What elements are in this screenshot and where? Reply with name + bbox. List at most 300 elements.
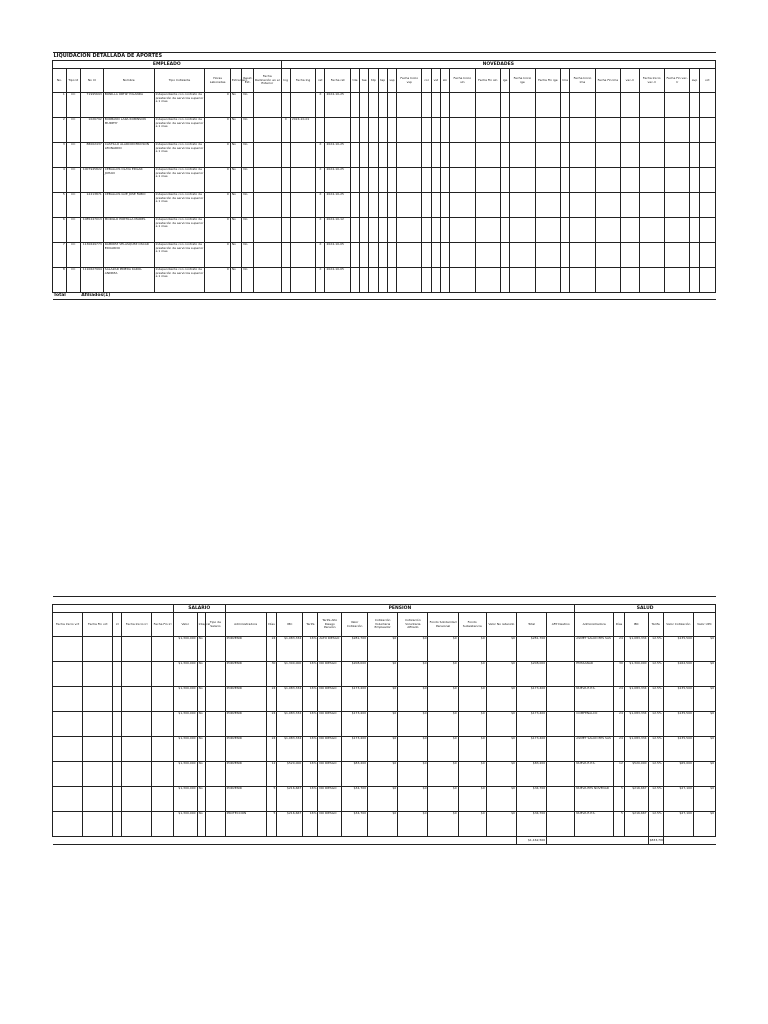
cell-v4: $0: [458, 637, 486, 662]
cell-v5: $0: [486, 712, 516, 737]
cell-empty: [253, 268, 281, 293]
cell-pen_adm: PORVENIR: [225, 787, 266, 812]
cell-empty: [570, 268, 595, 293]
cell-empty: [535, 93, 560, 118]
cell-empty: [475, 193, 500, 218]
cell-empty: [83, 687, 113, 712]
cell-empty: [475, 93, 500, 118]
group-empleado: EMPLEADO: [53, 61, 282, 69]
cell-horas: 0: [205, 243, 230, 268]
cell-no: 4: [53, 168, 67, 193]
cell-v5: $0: [486, 637, 516, 662]
cell-horas: 0: [205, 193, 230, 218]
aportes-table-bottom: [52, 596, 716, 845]
top-col-header: Fecha Radicación en el Exterior: [253, 69, 281, 93]
cell-empty: [113, 637, 122, 662]
top-col-header: lma: [561, 69, 570, 93]
cell-valor: $1,300,000: [173, 637, 197, 662]
cell-no: 3: [53, 143, 67, 168]
cell-empty: [500, 168, 509, 193]
top-col-header: Fecha Inicio vsp: [397, 69, 422, 93]
cell-dias: 24: [266, 712, 277, 737]
cell-int: No: [197, 737, 206, 762]
cell-empty: [500, 268, 509, 293]
cell-nombre: BONILLA ORTIZ YOLANDA: [103, 93, 154, 118]
cell-res: No: [242, 168, 254, 193]
table-row: [53, 143, 716, 168]
total-label: Total: [53, 293, 81, 300]
cell-cot: $281,700: [342, 637, 368, 662]
cell-empty: [253, 193, 281, 218]
cell-empty: [547, 812, 575, 837]
top-col-header: vac-lr: [621, 69, 639, 93]
cell-empty: [397, 268, 422, 293]
cell-empty: [510, 218, 535, 243]
cell-upc: $0: [693, 737, 715, 762]
table-row: [53, 168, 716, 193]
cell-empty: [595, 243, 620, 268]
bottom-col-header: Integral: [197, 613, 206, 637]
table-row: [53, 737, 716, 762]
cell-scot: $135,500: [663, 637, 693, 662]
cell-empty: [206, 637, 225, 662]
total-pension: $1,162,500: [516, 837, 546, 845]
cell-empty: [53, 812, 83, 837]
cell-pen_adm: PORVENIR: [225, 687, 266, 712]
cell-pen_adm: PORVENIR: [225, 712, 266, 737]
cell-tar: 16%: [303, 712, 318, 737]
bottom-col-header: Fecha Fin vct: [83, 613, 113, 637]
cell-empty: [253, 118, 281, 143]
top-col-header: tde: [350, 69, 359, 93]
cell-empty: [113, 787, 122, 812]
cell-empty: [450, 193, 475, 218]
cell-total: $281,700: [516, 637, 546, 662]
cell-empty: [450, 143, 475, 168]
cell-res: No: [242, 193, 254, 218]
cell-cotizante: Independiente con contrato de prestación de servicios superior a 1 mes: [154, 243, 205, 268]
cell-star: 12.5%: [648, 787, 663, 812]
cell-empty: [440, 193, 449, 218]
cell-empty: [510, 143, 535, 168]
cell-pen_adm: PORVENIR: [225, 737, 266, 762]
bottom-col-header: IBC: [624, 613, 648, 637]
cell-empty: [350, 143, 359, 168]
cell-valor: $1,300,000: [173, 762, 197, 787]
cell-empty: [350, 93, 359, 118]
cell-empty: [83, 787, 113, 812]
cell-ibc: $216,667: [277, 787, 303, 812]
bottom-sheet: [52, 596, 716, 845]
cell-ibc: $1,083,334: [277, 712, 303, 737]
cell-empty: [206, 687, 225, 712]
cell-empty: [53, 712, 83, 737]
cell-empty: [431, 143, 440, 168]
cell-id: 1130649773: [80, 243, 103, 268]
bottom-col-header: Administradora: [575, 613, 614, 637]
cell-no: 5: [53, 193, 67, 218]
total-spacer-2: [547, 837, 648, 845]
cell-nombre: BURBANO LARA ROBINSON MURPHY: [103, 118, 154, 143]
cell-nombre: MORILLO PORTILLA MARIEL: [103, 218, 154, 243]
cell-empty: [570, 243, 595, 268]
cell-empty: [561, 193, 570, 218]
cell-empty: [547, 787, 575, 812]
cell-int: No: [197, 637, 206, 662]
top-col-header: Fecha ret: [325, 69, 350, 93]
cell-empty: [595, 218, 620, 243]
cell-horas: 0: [205, 143, 230, 168]
cell-alto: NO RIESGO: [318, 712, 342, 737]
cell-empty: [510, 268, 535, 293]
cell-ing_n: [281, 218, 290, 243]
cell-empty: [595, 168, 620, 193]
cell-sibc: $1,083,334: [624, 637, 648, 662]
cell-tar: 16%: [303, 687, 318, 712]
cell-empty: [664, 168, 689, 193]
cell-empty: [387, 118, 396, 143]
table-row: [53, 637, 716, 662]
cell-empty: [350, 243, 359, 268]
cell-alto: NO RIESGO: [318, 737, 342, 762]
top-col-header: tdp: [369, 69, 378, 93]
cell-ext: No: [230, 93, 242, 118]
cell-ing_n: X: [281, 118, 290, 143]
top-col-header: Tipo Cotizante: [154, 69, 205, 93]
cell-v4: $0: [458, 687, 486, 712]
cell-fecha-ing: [290, 268, 315, 293]
cell-empty: [206, 712, 225, 737]
cell-tipo: CC: [66, 168, 80, 193]
cell-empty: [122, 787, 152, 812]
cell-v2: $0: [398, 687, 428, 712]
cell-empty: [369, 193, 378, 218]
cell-v3: $0: [428, 712, 458, 737]
cell-empty: [206, 662, 225, 687]
cell-empty: [350, 193, 359, 218]
cell-empty: [500, 93, 509, 118]
cell-empty: [152, 812, 174, 837]
cell-empty: [450, 168, 475, 193]
table-row: [53, 218, 716, 243]
cell-v3: $0: [428, 662, 458, 687]
cell-empty: [253, 168, 281, 193]
cell-empty: [639, 143, 664, 168]
bottom-col-header: irl: [113, 613, 122, 637]
cell-empty: [387, 93, 396, 118]
cell-empty: [422, 193, 431, 218]
cell-res: No: [242, 218, 254, 243]
cell-empty: [360, 168, 369, 193]
cell-sibc: $216,667: [624, 812, 648, 837]
cell-empty: [570, 118, 595, 143]
cell-v2: $0: [398, 737, 428, 762]
top-sheet: [52, 52, 716, 300]
cell-empty: [397, 118, 422, 143]
cell-empty: [253, 143, 281, 168]
cell-res: No: [242, 143, 254, 168]
cell-ing_n: [281, 168, 290, 193]
top-col-header: Fecha Inicio vac-lr: [639, 69, 664, 93]
cell-empty: [360, 143, 369, 168]
cell-total: $34,700: [516, 812, 546, 837]
cell-valor: $1,300,000: [173, 712, 197, 737]
cell-empty: [122, 712, 152, 737]
cell-empty: [83, 712, 113, 737]
cell-empty: [699, 143, 715, 168]
cell-ret_n: X: [316, 243, 325, 268]
cell-empty: [152, 687, 174, 712]
cell-ibc: $216,667: [277, 812, 303, 837]
cell-empty: [397, 218, 422, 243]
bottom-col-header: Fecha Fin irl: [152, 613, 174, 637]
cell-empty: [547, 637, 575, 662]
cell-fecha-ing: 2024-10-01: [290, 118, 315, 143]
cell-empty: [690, 118, 699, 143]
cell-v3: $0: [428, 812, 458, 837]
bottom-col-header: Valor UPC: [693, 613, 715, 637]
cell-id: 1026792: [80, 118, 103, 143]
cell-fecha-ing: [290, 218, 315, 243]
cell-empty: [378, 143, 387, 168]
cell-empty: [431, 193, 440, 218]
cell-v1: $0: [368, 812, 398, 837]
spacer-row: [53, 597, 716, 605]
cell-empty: [53, 737, 83, 762]
cell-empty: [664, 243, 689, 268]
cell-no: 6: [53, 218, 67, 243]
cell-v3: $0: [428, 637, 458, 662]
cell-sibc: $1,083,334: [624, 687, 648, 712]
cell-v3: $0: [428, 762, 458, 787]
cell-empty: [378, 243, 387, 268]
cell-empty: [699, 218, 715, 243]
table-row: [53, 712, 716, 737]
cell-int: No: [197, 712, 206, 737]
cell-valor: $1,300,000: [173, 812, 197, 837]
cell-empty: [378, 93, 387, 118]
cell-no: 1: [53, 93, 67, 118]
cell-ibc: $1,300,000: [277, 662, 303, 687]
cell-empty: [360, 268, 369, 293]
cell-empty: [122, 812, 152, 837]
cell-upc: $0: [693, 637, 715, 662]
bottom-col-header: Fecha Inicio irl: [122, 613, 152, 637]
cell-valor: $1,300,000: [173, 662, 197, 687]
cell-empty: [83, 637, 113, 662]
table-row: [53, 812, 716, 837]
cell-empty: [621, 218, 639, 243]
cell-empty: [595, 193, 620, 218]
cell-empty: [113, 662, 122, 687]
cell-empty: [206, 737, 225, 762]
group-salario: SALARIO: [173, 605, 225, 613]
cell-v5: $0: [486, 762, 516, 787]
cell-int: No: [197, 812, 206, 837]
cell-empty: [369, 218, 378, 243]
cell-empty: [500, 193, 509, 218]
cell-ing_n: [281, 193, 290, 218]
cell-empty: [113, 812, 122, 837]
cell-empty: [639, 168, 664, 193]
cell-empty: [422, 143, 431, 168]
cell-empty: [639, 93, 664, 118]
cell-res: No: [242, 243, 254, 268]
cell-alto: NO RIESGO: [318, 662, 342, 687]
table-row: [53, 93, 716, 118]
cell-dias: 5: [266, 787, 277, 812]
top-col-header: No.: [53, 69, 67, 93]
cell-empty: [699, 168, 715, 193]
cell-alto: NO RIESGO: [318, 787, 342, 812]
cell-ing_n: [281, 143, 290, 168]
report-title: LIQUIDACION DETALLADA DE APORTES: [53, 53, 716, 61]
cell-id: 1085247013: [80, 218, 103, 243]
bottom-col-header: Tarifa: [648, 613, 663, 637]
cell-empty: [122, 662, 152, 687]
top-col-header: avp: [690, 69, 699, 93]
cell-cot: $83,200: [342, 762, 368, 787]
top-col-header: vct: [699, 69, 715, 93]
cell-empty: [83, 737, 113, 762]
cell-ibc: $1,083,334: [277, 737, 303, 762]
cell-valor: $1,300,000: [173, 687, 197, 712]
cell-total: $208,000: [516, 662, 546, 687]
cell-empty: [690, 268, 699, 293]
cell-empty: [561, 118, 570, 143]
cell-v3: $0: [428, 687, 458, 712]
cell-empty: [350, 168, 359, 193]
cell-empty: [253, 93, 281, 118]
cell-scot: $162,500: [663, 662, 693, 687]
cell-cot: $173,400: [342, 712, 368, 737]
cell-int: No: [197, 762, 206, 787]
cell-tar: 16%: [303, 662, 318, 687]
cell-empty: [122, 637, 152, 662]
cell-empty: [253, 243, 281, 268]
cell-fecha-ret: 2024-10-25: [325, 143, 350, 168]
cell-id: 88002437: [80, 143, 103, 168]
bottom-col-header: Tipo de Salario: [206, 613, 225, 637]
total-afiliados: Afiliados(1): [80, 293, 715, 300]
cell-empty: [595, 93, 620, 118]
bottom-col-header: Tarifa Alto Riesgo Pensión: [318, 613, 342, 637]
cell-tipo: CC: [66, 218, 80, 243]
cell-upc: $0: [693, 662, 715, 687]
cell-ret_n: X: [316, 268, 325, 293]
cell-pen_adm: PORVENIR: [225, 762, 266, 787]
cell-ing_n: [281, 243, 290, 268]
cell-empty: [664, 93, 689, 118]
cell-empty: [639, 268, 664, 293]
cell-empty: [500, 243, 509, 268]
cell-empty: [450, 268, 475, 293]
top-col-header: Resid. Ext.: [242, 69, 254, 93]
cell-empty: [475, 118, 500, 143]
top-col-header: Ing: [281, 69, 290, 93]
table-row: [53, 118, 716, 143]
cell-v4: $0: [458, 812, 486, 837]
cell-empty: [422, 93, 431, 118]
cell-empty: [440, 118, 449, 143]
top-col-header: tap: [378, 69, 387, 93]
cell-empty: [360, 118, 369, 143]
cell-empty: [500, 143, 509, 168]
cell-v1: $0: [368, 762, 398, 787]
top-col-header: Tipo Id: [66, 69, 80, 93]
cell-empty: [350, 218, 359, 243]
cell-v2: $0: [398, 637, 428, 662]
cell-nombre: CASTILLO ALARCON ERICSON LEONARDO: [103, 143, 154, 168]
cell-empty: [595, 118, 620, 143]
cell-scot: $27,100: [663, 812, 693, 837]
cell-empty: [387, 168, 396, 193]
cell-total: $173,400: [516, 737, 546, 762]
cell-empty: [397, 93, 422, 118]
cell-star: 12.5%: [648, 662, 663, 687]
cell-empty: [83, 662, 113, 687]
cell-empty: [152, 662, 174, 687]
cell-scot: $27,100: [663, 787, 693, 812]
cell-fecha-ing: [290, 168, 315, 193]
cell-v5: $0: [486, 812, 516, 837]
cell-empty: [690, 168, 699, 193]
table-row: [53, 243, 716, 268]
cell-empty: [440, 168, 449, 193]
cell-total: $83,200: [516, 762, 546, 787]
cell-empty: [397, 143, 422, 168]
cell-empty: [152, 737, 174, 762]
cell-nombre: SALAZAR PINEDA KAROL ANDREA: [103, 268, 154, 293]
top-col-header: Fecha Inicio ige: [510, 69, 535, 93]
cell-empty: [510, 118, 535, 143]
cell-ibc: $520,000: [277, 762, 303, 787]
cell-res: No: [242, 93, 254, 118]
cell-empty: [122, 762, 152, 787]
cell-empty: [475, 218, 500, 243]
cell-cot: $34,700: [342, 812, 368, 837]
cell-ret_n: [316, 118, 325, 143]
cell-empty: [510, 168, 535, 193]
top-col-header: No Id: [80, 69, 103, 93]
cell-total: $173,400: [516, 687, 546, 712]
top-col-header: Extranjero: [230, 69, 242, 93]
cell-empty: [431, 118, 440, 143]
cell-sal_adm: NUEVA E.P.S.: [575, 762, 614, 787]
cell-sal_adm: COMFENALCO: [575, 712, 614, 737]
bottom-col-header: Valor: [173, 613, 197, 637]
bottom-col-header: Fondo Solidaridad Pensional: [428, 613, 458, 637]
cell-empty: [440, 143, 449, 168]
bottom-col-header: Días: [266, 613, 277, 637]
cell-empty: [500, 218, 509, 243]
cell-dias: 12: [266, 762, 277, 787]
cell-empty: [535, 268, 560, 293]
cell-ret_n: X: [316, 218, 325, 243]
cell-empty: [360, 93, 369, 118]
cell-empty: [570, 218, 595, 243]
top-col-header: Fecha Fin lma: [595, 69, 620, 93]
cell-dias: 5: [266, 812, 277, 837]
cell-empty: [53, 662, 83, 687]
total-salud: $833,700: [648, 837, 663, 845]
cell-v5: $0: [486, 787, 516, 812]
cell-empty: [152, 762, 174, 787]
cell-empty: [475, 268, 500, 293]
cell-empty: [561, 218, 570, 243]
cell-int: No: [197, 662, 206, 687]
cell-empty: [206, 787, 225, 812]
